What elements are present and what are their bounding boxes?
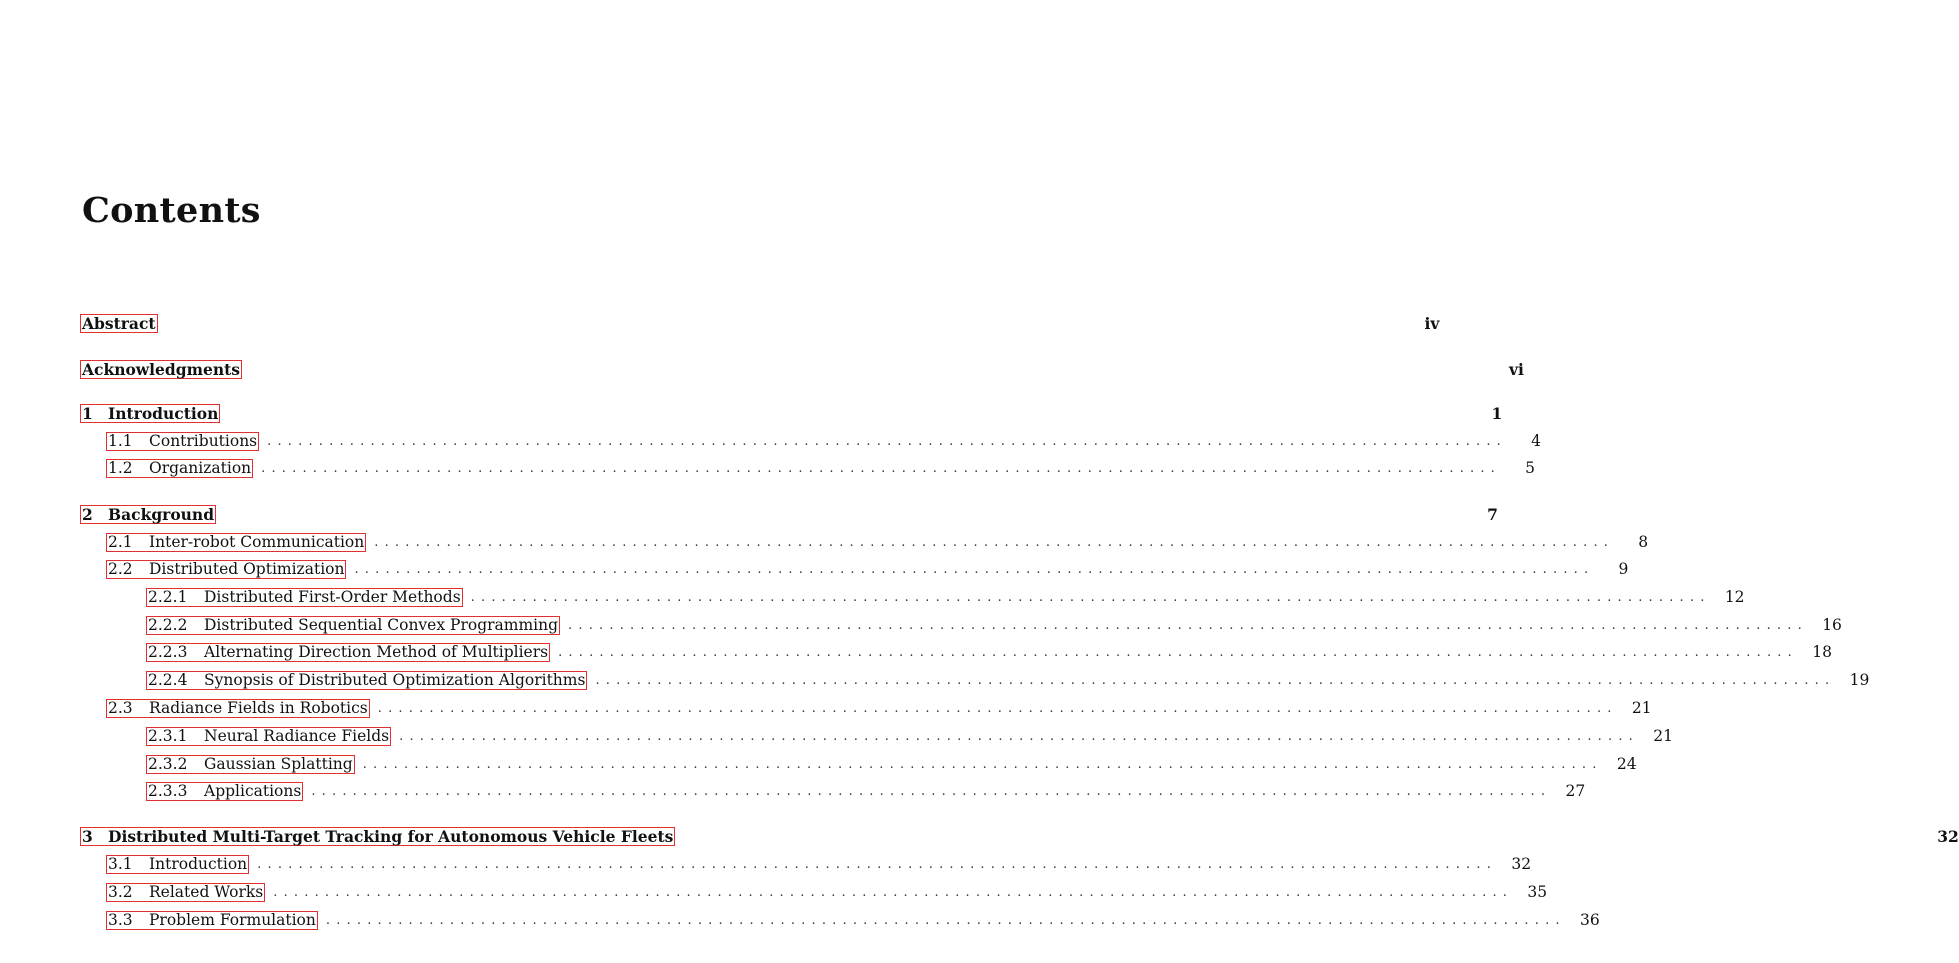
toc-entry-link[interactable] [146,727,391,746]
dot-leader: ........................................................................................................................ [595,672,1836,688]
toc-entry-link[interactable] [80,404,220,423]
toc-entry-page: 35 [1527,883,1548,901]
toc-entry-title: Synopsis of Distributed Optimization Algorithms [204,670,586,689]
toc-entry [80,312,1440,334]
dot-leader: ........................................................................................................................ [568,617,1808,633]
toc-entry [80,753,1637,775]
toc-entry-page: 1 [1491,403,1503,423]
dot-leader: ........................................................................................................................ [325,912,1566,928]
toc-entry-number: 2.1 [108,532,133,551]
toc-entry-link[interactable] [106,560,346,579]
toc-entry-page: 5 [1525,459,1536,477]
toc-entry-link[interactable] [146,755,355,774]
toc-entry-link[interactable] [146,643,550,662]
toc-entry-title: Introduction [108,403,219,423]
toc-entry-page: 12 [1724,588,1745,606]
toc-entry [80,503,1498,525]
toc-entry-title: Inter-robot Communication [149,532,365,551]
toc-entry [80,780,1586,802]
dot-leader: ........................................................................................................................ [354,561,1595,577]
toc-entry-title: Organization [149,458,252,477]
toc-entry-page: 18 [1812,643,1832,661]
toc-entry-title: Distributed Optimization [149,559,345,578]
toc-entry-page: 8 [1638,533,1649,551]
toc-entry-number: 2.3 [108,698,133,717]
toc-entry-link[interactable] [106,911,318,930]
toc-entry-page: 19 [1849,671,1870,689]
toc-entry-title: Applications [204,781,302,800]
dot-leader: ........................................................................................................................ [470,589,1711,605]
toc-entry-number: 3.3 [108,910,133,929]
toc-entry-title: Related Works [149,882,264,901]
toc-entry [80,531,1649,553]
toc-entry-title: Distributed Multi-Target Tracking for Autonomous Vehicle Fleets [108,826,674,846]
dot-leader: ........................................................................................................................ [273,884,1514,900]
toc-entry-number: 2.3.3 [148,781,188,800]
toc-entry-link[interactable] [80,505,216,524]
toc-entry-link[interactable] [146,616,560,635]
toc-entry-link[interactable] [80,314,158,333]
toc-entry-title: Problem Formulation [149,910,316,929]
dot-leader: ........................................................................................................................ [374,534,1615,550]
dot-leader: ........................................................................................................................ [362,756,1603,772]
toc-entry-link[interactable] [146,782,303,801]
dot-leader: ........................................................................................................................ [261,460,1502,476]
toc-entry-page: iv [1424,313,1440,333]
toc-entry-page: 21 [1653,727,1674,745]
toc-entry-number: 2.2 [108,559,133,578]
toc-entry [80,614,1842,636]
toc-entry-page: 24 [1616,755,1637,773]
toc-entry-link[interactable] [106,533,366,552]
toc-entry-page: 32 [1937,826,1959,846]
toc-entry [80,909,1600,931]
toc-entry-link[interactable] [80,827,675,846]
toc-entry-page: 9 [1618,560,1629,578]
toc-entry-page: 21 [1631,699,1652,717]
dot-leader: ........................................................................................................................ [267,433,1508,449]
toc-entry-link[interactable] [106,432,259,451]
toc-entry-number: 2.2.1 [148,587,188,606]
toc-entry [80,725,1674,747]
toc-entry [80,558,1629,580]
toc-entry-title: Alternating Direction Method of Multipliers [204,642,549,661]
toc-entry-number: 3 [82,826,93,846]
toc-entry [80,402,1503,424]
toc-entry-number: 2 [82,504,93,524]
toc-entry-page: 4 [1531,432,1542,450]
toc-entry-number: 1.2 [108,458,133,477]
toc-entry-link[interactable] [146,671,587,690]
toc-entry [80,825,1959,847]
dot-leader: ........................................................................................................................ [558,644,1798,660]
toc-entry [80,669,1870,691]
toc-entry-number: 3.2 [108,882,133,901]
toc-entry-title: Background [108,504,215,524]
dot-leader: ........................................................................................................................ [399,728,1640,744]
toc-entry-link[interactable] [80,360,242,379]
toc-entry-page: 7 [1487,504,1498,524]
toc-entry-page: 27 [1565,782,1586,800]
dot-leader: ........................................................................................................................ [377,700,1618,716]
dot-leader: ........................................................................................................................ [257,856,1498,872]
toc-entry-title: Introduction [149,854,248,873]
toc-entry-page: 16 [1822,616,1842,634]
toc-entry [80,881,1548,903]
toc-entry [80,358,1524,380]
toc-entry-title: Gaussian Splatting [204,754,353,773]
toc-entry-title: Contributions [149,431,258,450]
toc-entry-number: 2.2.2 [148,615,188,634]
toc-entry-title: Neural Radiance Fields [204,726,390,745]
toc-entry [80,430,1542,452]
toc-entry [80,586,1745,608]
toc-entry [80,853,1532,875]
toc-entry [80,641,1832,663]
toc-entry-title: Distributed First-Order Methods [204,587,461,606]
toc-entry-title: Acknowledgments [82,359,240,379]
toc-entry [80,457,1536,479]
toc-entry-title: Distributed Sequential Convex Programming [204,615,559,634]
toc-entry-page: vi [1508,359,1524,379]
toc-entry-page: 32 [1511,855,1532,873]
dot-leader: ........................................................................................................................ [311,783,1552,799]
toc-entry-link[interactable] [106,883,265,902]
toc-entry-number: 1.1 [108,431,133,450]
toc-entry-title: Radiance Fields in Robotics [149,698,368,717]
toc-entry-link[interactable] [106,459,253,478]
toc-entry-number: 2.3.2 [148,754,188,773]
toc-entry-number: 2.2.3 [148,642,188,661]
toc-entry-link[interactable] [106,699,370,718]
toc-entry-number: 2.2.4 [148,670,188,689]
toc-entry-link[interactable] [146,588,463,607]
toc-entry [80,697,1652,719]
toc-entry-number: 1 [82,403,93,423]
toc-entry-number: 2.3.1 [148,726,188,745]
toc-entry-link[interactable] [106,855,249,874]
toc-entry-title: Abstract [82,313,156,333]
toc-entry-page: 36 [1580,911,1600,929]
page-title: Contents [82,190,261,231]
toc-entry-number: 3.1 [108,854,133,873]
